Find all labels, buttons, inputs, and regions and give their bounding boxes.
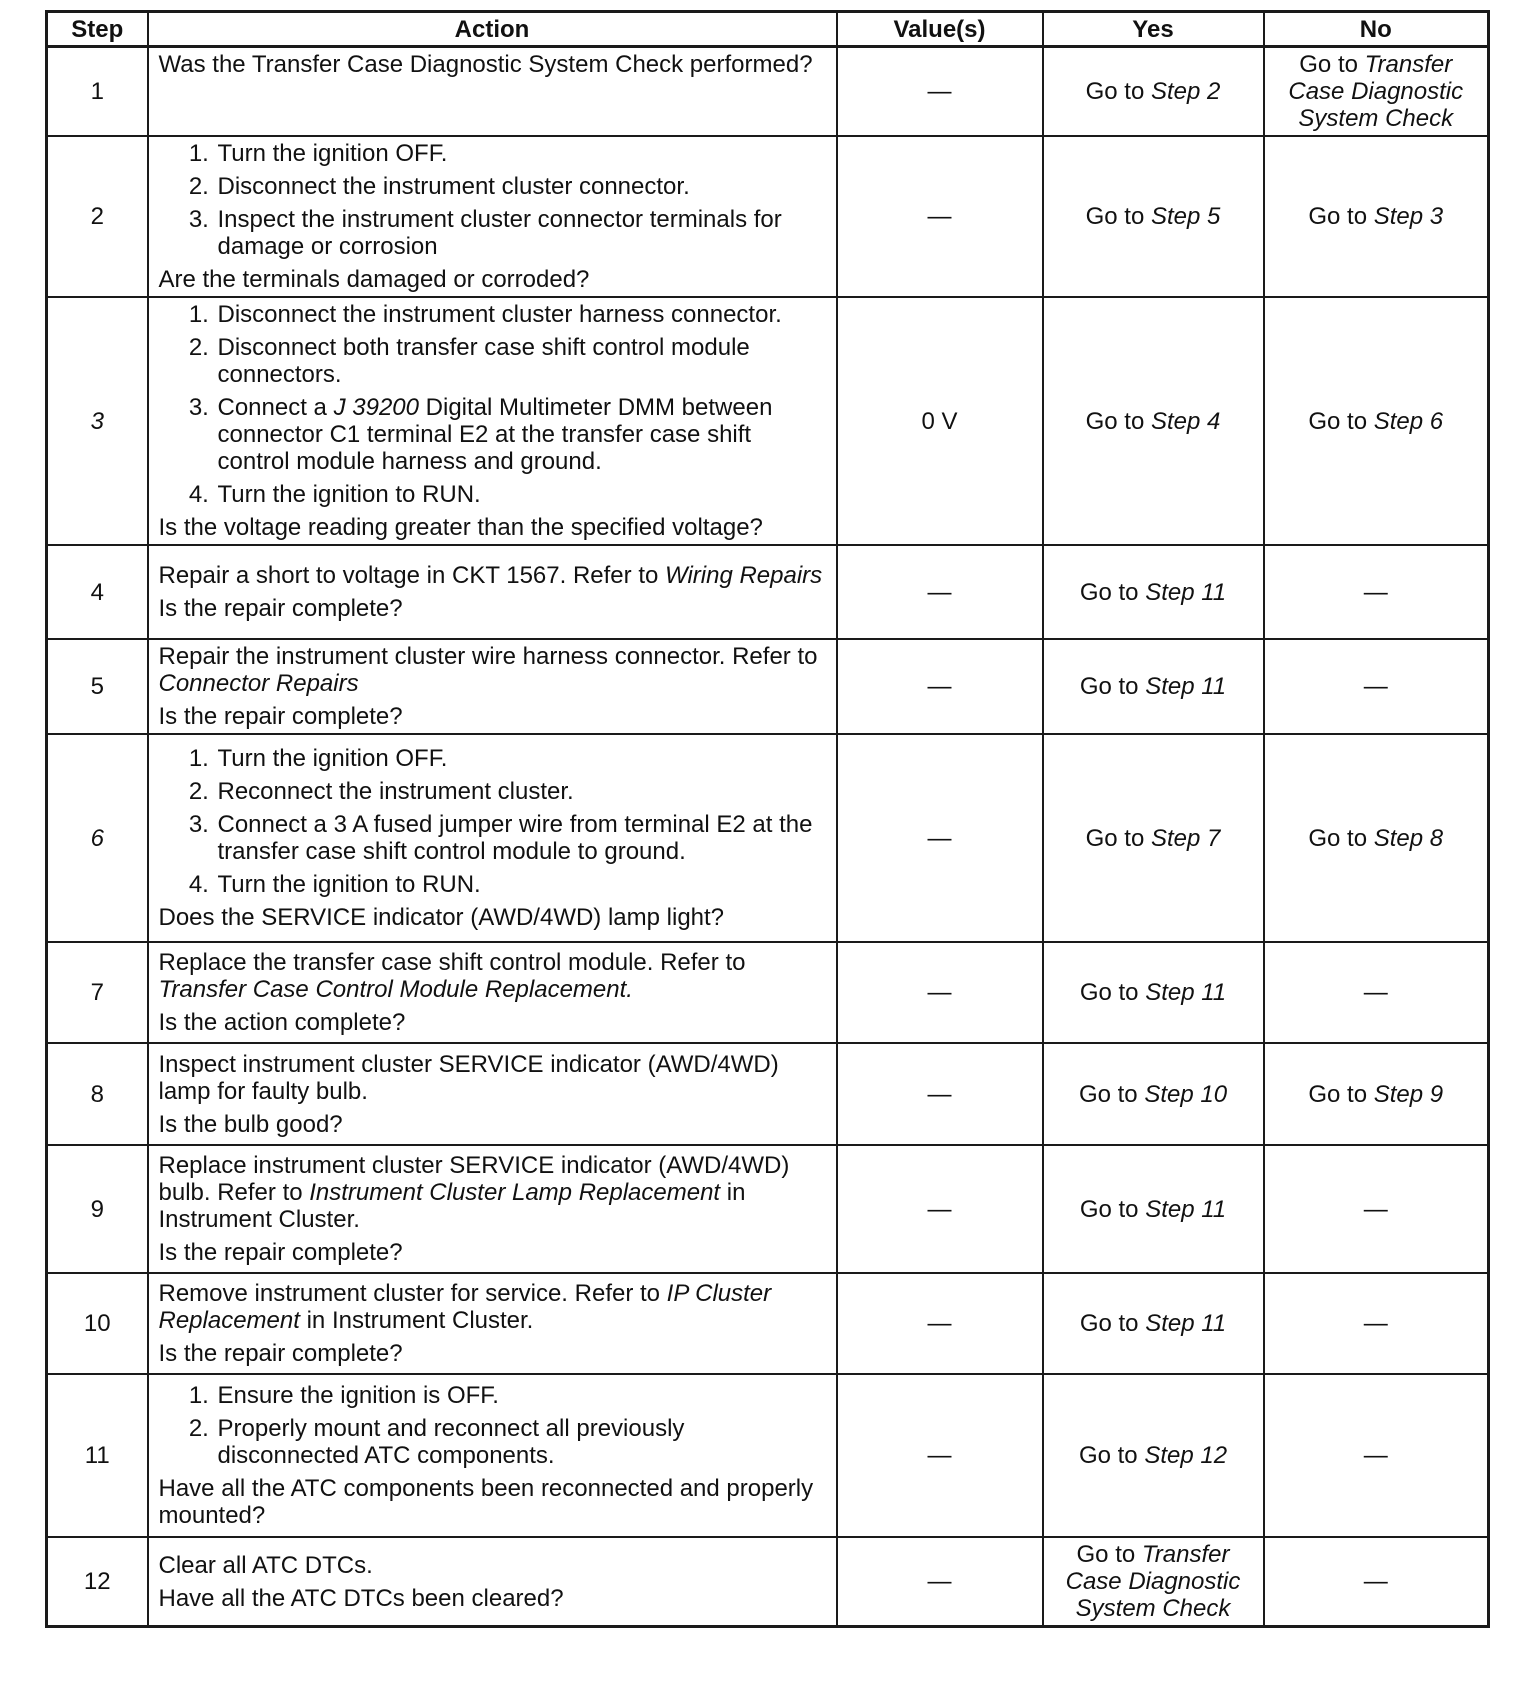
yes-prefix: Go to [1078,1442,1145,1469]
no-cell [1264,1043,1489,1145]
yes-link: Step 11 [1145,1310,1227,1337]
yes-prefix: Go to [1085,203,1151,230]
value-cell: — [837,734,1043,942]
action-step: 3. Inspect the instrument cluster connector terminals for damage or corrosion [216,206,826,260]
action-step: 1. Turn the ignition OFF. [216,745,826,772]
table-row [47,1537,1489,1627]
no-link: Step 6 [1373,407,1444,435]
yes-link: Step 4 [1150,407,1221,435]
action-cell [148,1273,837,1374]
no-link: Step 9 [1373,1080,1444,1108]
yes-cell [1043,942,1264,1043]
step-number: 12 [47,1537,148,1627]
no-prefix: Go to [1299,51,1365,78]
value-cell: — [837,1273,1043,1374]
step-number: 8 [47,1043,148,1145]
yes-prefix: Go to [1085,407,1151,435]
header-action: Action [148,12,837,47]
action-question: Have all the ATC DTCs been cleared? [158,1584,564,1612]
yes-prefix: Go to [1078,1080,1145,1108]
table-row [47,545,1489,639]
value-cell: — [837,942,1043,1043]
step-number: 3 [47,297,148,545]
value-cell: 0 V [837,297,1043,545]
action-question: Is the voltage reading greater than the specified voltage? [158,514,763,541]
action-step: 4. Turn the ignition to RUN. [216,481,826,508]
yes-prefix: Go to [1079,673,1146,700]
action-question: Are the terminals damaged or corroded? [158,266,590,293]
action-step [216,394,826,475]
no-prefix: Go to [1308,1080,1374,1108]
reference-link: Transfer Case Control Module Replacement. [158,976,633,1003]
action-cell [148,136,837,297]
action-step: 3. Connect a 3 A fused jumper wire from terminal E2 at the transfer case shift control module to ground. [216,811,826,865]
value-cell: — [837,1374,1043,1537]
yes-cell [1043,47,1264,137]
yes-cell [1043,1043,1264,1145]
action-question: Is the bulb good? [158,1110,343,1138]
action-steps-list [159,140,826,260]
action-text: Repair the instrument cluster wire harness connector. Refer to Connector Repairs [158,643,818,697]
action-question: Is the action complete? [158,1009,406,1036]
action-step: 2. Properly mount and reconnect all previously disconnected ATC components. [216,1415,826,1469]
action-step: 1. Disconnect the instrument cluster harness connector. [216,301,826,328]
action-text: Replace the transfer case shift control module. Refer to Transfer Case Control Module Replacement. [158,949,746,1003]
tool-reference: J 39200 [333,394,419,421]
value-cell: — [837,545,1043,639]
yes-prefix: Go to [1079,1310,1146,1337]
diagnostic-table-sheet [45,10,1487,1628]
no-cell [1264,297,1489,545]
action-cell [148,734,837,942]
table-row [47,1374,1489,1537]
action-step: 1. Turn the ignition OFF. [216,140,826,167]
no-cell [1264,734,1489,942]
action-cell [148,297,837,545]
table-row [47,1043,1489,1145]
action-text: Inspect instrument cluster SERVICE indicator (AWD/4WD) lamp for faulty bulb. [158,1050,779,1105]
no-link: Transfer Case Diagnostic System Check [1288,51,1464,132]
no-prefix: Go to [1308,824,1374,852]
step-number: 7 [47,942,148,1043]
yes-prefix: Go to [1085,78,1151,105]
action-cell [148,47,837,137]
yes-cell [1043,136,1264,297]
action-step: 2. Disconnect both transfer case shift control module connectors. [216,334,826,388]
yes-prefix: Go to [1085,824,1151,852]
no-link: Step 8 [1373,824,1444,852]
action-step: 2. Reconnect the instrument cluster. [216,778,826,805]
table-row [47,734,1489,942]
action-cell [148,545,837,639]
action-question: Is the repair complete? [158,595,403,622]
yes-cell [1043,1537,1264,1627]
no-cell [1264,136,1489,297]
yes-cell [1043,639,1264,734]
table-row [47,1273,1489,1374]
header-row [47,12,1489,47]
yes-link: Step 11 [1145,1195,1227,1223]
value-cell: — [837,639,1043,734]
value-cell: — [837,47,1043,137]
no-cell: — [1264,639,1489,734]
action-text: Clear all ATC DTCs. [158,1551,373,1579]
yes-cell [1043,545,1264,639]
table-row [47,136,1489,297]
action-cell [148,942,837,1043]
yes-link: Step 5 [1150,203,1221,230]
yes-prefix: Go to [1076,1541,1142,1568]
action-steps-list [159,745,826,898]
action-text: Repair a short to voltage in CKT 1567. Refer to Wiring Repairs [158,562,823,589]
yes-link: Step 7 [1150,824,1221,852]
action-text: Replace instrument cluster SERVICE indicator (AWD/4WD) bulb. Refer to Instrument Cluster Lamp Replacement in Instrument Cluster. [158,1152,790,1233]
action-cell [148,1145,837,1273]
value-cell: — [837,1145,1043,1273]
header-yes: Yes [1043,12,1264,47]
yes-prefix: Go to [1079,578,1146,606]
action-text: Remove instrument cluster for service. Refer to IP Cluster Replacement in Instrument Cluster. [158,1280,772,1334]
action-step-text: Connect a [217,394,334,421]
header-step: Step [47,12,148,47]
action-step: 2. Disconnect the instrument cluster connector. [216,173,826,200]
action-cell [148,1374,837,1537]
yes-link: Step 10 [1144,1080,1228,1108]
yes-link: Step 12 [1144,1442,1228,1469]
no-cell: — [1264,942,1489,1043]
table-row [47,47,1489,137]
reference-link: Instrument Cluster Lamp Replacement [309,1179,721,1206]
step-number: 4 [47,545,148,639]
table-row [47,297,1489,545]
action-cell [148,639,837,734]
action-question: Is the repair complete? [158,1239,403,1266]
no-cell: — [1264,1273,1489,1374]
action-cell [148,1537,837,1627]
value-cell: — [837,136,1043,297]
yes-link: Step 11 [1145,673,1227,700]
action-cell [148,1043,837,1145]
yes-cell [1043,1273,1264,1374]
step-number: 5 [47,639,148,734]
no-prefix: Go to [1308,203,1374,230]
header-no: No [1264,12,1489,47]
reference-link: Connector Repairs [158,670,359,697]
yes-link: Step 11 [1145,979,1227,1006]
action-step: 1. Ensure the ignition is OFF. [216,1382,826,1409]
reference-link: IP Cluster Replacement [158,1280,772,1334]
step-number: 9 [47,1145,148,1273]
no-cell [1264,47,1489,137]
no-link: Step 3 [1373,203,1444,230]
table-row [47,942,1489,1043]
no-cell: — [1264,545,1489,639]
yes-cell [1043,1374,1264,1537]
no-cell: — [1264,1537,1489,1627]
no-prefix: Go to [1308,407,1374,435]
reference-link: Wiring Repairs [665,562,823,589]
value-cell: — [837,1043,1043,1145]
yes-prefix: Go to [1079,979,1146,1006]
action-steps-list [159,301,826,508]
action-question: Is the repair complete? [158,1340,403,1367]
table-row [47,639,1489,734]
yes-cell [1043,1145,1264,1273]
yes-cell [1043,734,1264,942]
no-cell: — [1264,1145,1489,1273]
step-number: 10 [47,1273,148,1374]
header-value: Value(s) [837,12,1043,47]
action-step: 4. Turn the ignition to RUN. [216,871,826,898]
value-cell: — [837,1537,1043,1627]
step-number: 1 [47,47,148,137]
action-steps-list [159,1382,826,1469]
no-cell: — [1264,1374,1489,1537]
table-row [47,1145,1489,1273]
step-number: 6 [47,734,148,942]
yes-cell [1043,297,1264,545]
action-question: Does the SERVICE indicator (AWD/4WD) lamp light? [158,904,725,931]
action-question: Is the repair complete? [158,703,403,730]
diagnostic-table [45,10,1490,1628]
action-step-text: Digital Multimeter DMM between connector C1 terminal E2 at the transfer case shift control module harness and ground. [217,394,773,475]
step-number: 11 [47,1374,148,1537]
action-text: Was the Transfer Case Diagnostic System Check performed? [158,51,813,78]
yes-link: Step 2 [1150,78,1221,105]
step-number: 2 [47,136,148,297]
yes-link: Step 11 [1145,578,1227,606]
yes-prefix: Go to [1079,1195,1146,1223]
action-question: Have all the ATC components been reconnected and properly mounted? [158,1475,814,1529]
yes-link: Transfer Case Diagnostic System Check [1065,1541,1241,1622]
